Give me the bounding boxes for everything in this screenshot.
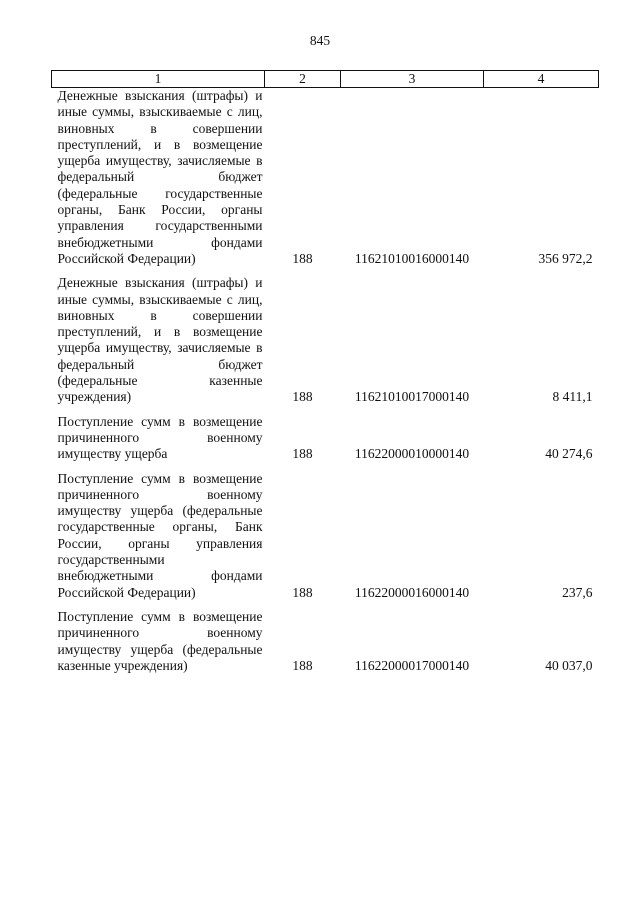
- revenue-name: Поступление сумм в возмещение причиненного военному имуществу ущерба: [57, 413, 263, 462]
- revenue-name: Поступление сумм в возмещение причиненного военному имуществу ущерба (федеральные государственные органы, Банк России, органы управления государственными внебюджетными фондами Российской Федерации): [57, 470, 263, 600]
- amount: 356 972,2: [538, 250, 593, 266]
- amount: 40 037,0: [545, 657, 593, 673]
- budget-classification-code: 11621010017000140: [354, 389, 470, 405]
- budget-classification-code: 11622000010000140: [354, 446, 470, 462]
- column-header-2: 2: [265, 71, 341, 88]
- administrator-code: 188: [292, 584, 313, 600]
- table-row: [52, 267, 599, 405]
- administrator-code: 188: [292, 250, 313, 266]
- budget-classification-code: 11622000016000140: [354, 584, 470, 600]
- header-row: [52, 71, 599, 88]
- administrator-code: 188: [292, 389, 313, 405]
- amount: 40 274,6: [545, 446, 593, 462]
- page-number: 845: [309, 33, 331, 48]
- table-body: [52, 88, 599, 675]
- revenue-name: Денежные взыскания (штрафы) и иные суммы, взыскиваемые с лиц, виновных в совершении преступлений, и в возмещение ущерба имуществу, зачисляемые в федеральный бюджет (федеральные казенные учреждения): [57, 275, 263, 405]
- budget-revenue-table: [51, 70, 599, 674]
- budget-classification-code: 11622000017000140: [354, 657, 470, 673]
- table-row: [52, 601, 599, 674]
- amount: 237,6: [562, 584, 593, 600]
- revenue-name: Денежные взыскания (штрафы) и иные суммы, взыскиваемые с лиц, виновных в совершении преступлений, и в возмещение ущерба имуществу, зачисляемые в федеральный бюджет (федеральные государственные органы, Банк России, органы управления государственными внебюджетными фондами Российской Федерации): [57, 88, 263, 266]
- column-header-4: 4: [484, 71, 599, 88]
- column-header-3: 3: [341, 71, 484, 88]
- amount: 8 411,1: [552, 389, 593, 405]
- table-row: [52, 463, 599, 601]
- revenue-name: Поступление сумм в возмещение причиненного военному имуществу ущерба (федеральные казенные учреждения): [57, 608, 263, 673]
- table-header: [52, 71, 599, 88]
- administrator-code: 188: [292, 446, 313, 462]
- table-row: [52, 406, 599, 463]
- administrator-code: 188: [292, 657, 313, 673]
- budget-classification-code: 11621010016000140: [354, 250, 470, 266]
- column-header-1: 1: [52, 71, 265, 88]
- table-row: [52, 88, 599, 268]
